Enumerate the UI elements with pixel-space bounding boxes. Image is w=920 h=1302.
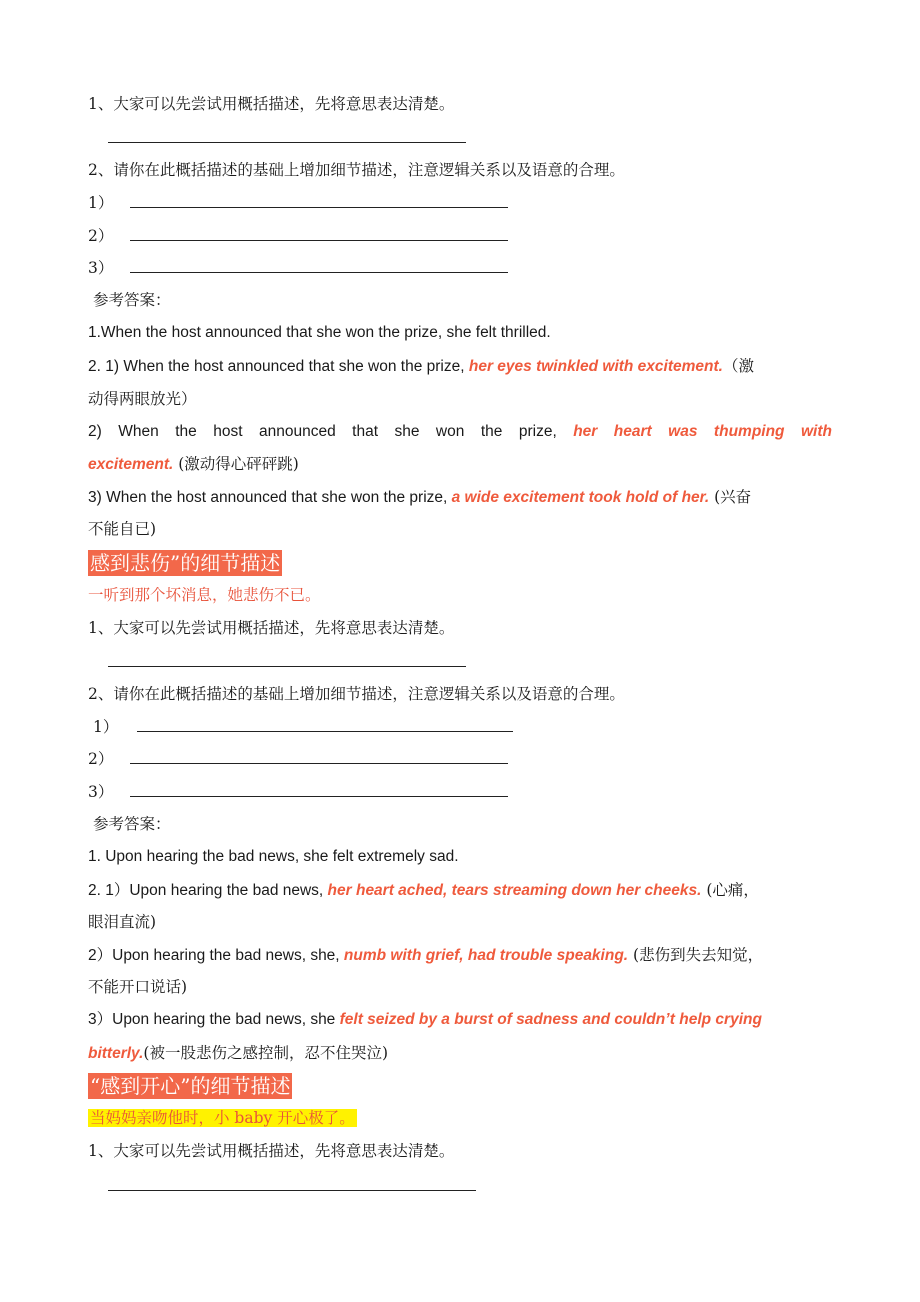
answer-blank-line[interactable]: [108, 1176, 868, 1196]
blank-number: 1）: [88, 194, 114, 212]
answer-blank-line[interactable]: [130, 749, 508, 764]
answer-note: (被一股悲伤之感控制，忍不住哭泣): [143, 1044, 389, 1062]
answer-note: (激动得心砰砰跳): [173, 455, 299, 473]
answer-label: 参考答案：: [93, 815, 171, 833]
answer-blank-line[interactable]: [108, 128, 868, 148]
answer-highlight: her heart was thumping with: [573, 423, 832, 440]
blank-number: 1）: [93, 718, 119, 736]
answer-4: [88, 1009, 848, 1031]
question-2: 2、请你在此概括描述的基础上增加细节描述，注意逻辑关系以及语意的合理。: [88, 161, 625, 179]
answer-highlight: felt seized by a burst of sadness and couldn’t help crying: [339, 1011, 762, 1028]
question-2: 2、请你在此概括描述的基础上增加细节描述，注意逻辑关系以及语意的合理。: [88, 685, 625, 703]
answer-label: 参考答案：: [93, 291, 171, 309]
answer-text: 3）Upon hearing the bad news, she: [88, 1011, 340, 1028]
section-heading-sad: 感到悲伤”的细节描述: [90, 551, 281, 575]
example-sentence-row: [88, 1107, 848, 1129]
answer-4: [88, 486, 848, 509]
answer-blank-line[interactable]: [130, 258, 508, 273]
answer-2: [88, 879, 848, 902]
answer-note: (心痛，: [701, 881, 759, 899]
blank-number: 3）: [88, 259, 114, 277]
blank-number: 2）: [88, 750, 114, 768]
blank-row-3: [88, 257, 848, 279]
blank-row-1: [88, 192, 848, 214]
example-sentence: 一听到那个坏消息，她悲伤不已。: [88, 586, 321, 604]
answer-blank-line[interactable]: [130, 193, 508, 208]
question-1: 1、大家可以先尝试用概括描述，先将意思表达清楚。: [88, 1142, 455, 1160]
answer-text: 2) When the host announced that she won the prize,: [88, 423, 574, 440]
answer-blank-line[interactable]: [137, 717, 513, 732]
answer-4-cont: [88, 1042, 848, 1065]
answer-highlight: excitement.: [88, 456, 174, 473]
answer-4-note-cont: 不能自已): [88, 520, 157, 538]
answer-1: 1.When the host announced that she won the prize, she felt thrilled.: [88, 324, 551, 341]
question-1: 1、大家可以先尝试用概括描述，先将意思表达清楚。: [88, 619, 455, 637]
example-sentence: 当妈妈亲吻他时，小 baby 开心极了。: [90, 1109, 355, 1127]
answer-text: 2）Upon hearing the bad news, she,: [88, 947, 344, 964]
answer-text: 3) When the host announced that she won the prize,: [88, 489, 452, 506]
answer-3-note-cont: 不能开口说话): [88, 978, 188, 996]
answer-text: 2. 1）Upon hearing the bad news,: [88, 882, 328, 899]
blank-number: 3）: [88, 783, 114, 801]
section-heading-happy: “感到开心”的细节描述: [90, 1074, 291, 1098]
answer-3-cont: [88, 453, 848, 476]
blank-number: 2）: [88, 227, 114, 245]
answer-note: （激: [722, 357, 754, 375]
blank-row-3: [88, 781, 848, 803]
answer-text: 2. 1) When the host announced that she won the prize,: [88, 358, 469, 375]
answer-blank-line[interactable]: [108, 652, 868, 672]
answer-note: (悲伤到失去知觉，: [628, 946, 764, 964]
answer-highlight: a wide excitement took hold of her.: [451, 489, 710, 506]
answer-3: [88, 421, 832, 443]
answer-1: 1. Upon hearing the bad news, she felt extremely sad.: [88, 848, 459, 865]
answer-highlight: her eyes twinkled with excitement.: [468, 358, 723, 375]
blank-row-1: [93, 716, 853, 738]
blank-row-2: [88, 748, 848, 770]
answer-3: [88, 944, 848, 967]
answer-highlight: her heart ached, tears streaming down her cheeks.: [327, 882, 702, 899]
answer-note: (兴奋: [709, 488, 752, 506]
answer-blank-line[interactable]: [130, 226, 508, 241]
answer-highlight: bitterly.: [88, 1045, 144, 1062]
answer-2-note-cont: 动得两眼放光）: [88, 390, 197, 408]
answer-blank-line[interactable]: [130, 782, 508, 797]
answer-highlight: numb with grief, had trouble speaking.: [343, 947, 629, 964]
question-1: 1、大家可以先尝试用概括描述，先将意思表达清楚。: [88, 95, 455, 113]
answer-2-note-cont: 眼泪直流): [88, 913, 157, 931]
answer-2: [88, 355, 848, 378]
blank-row-2: [88, 225, 848, 247]
